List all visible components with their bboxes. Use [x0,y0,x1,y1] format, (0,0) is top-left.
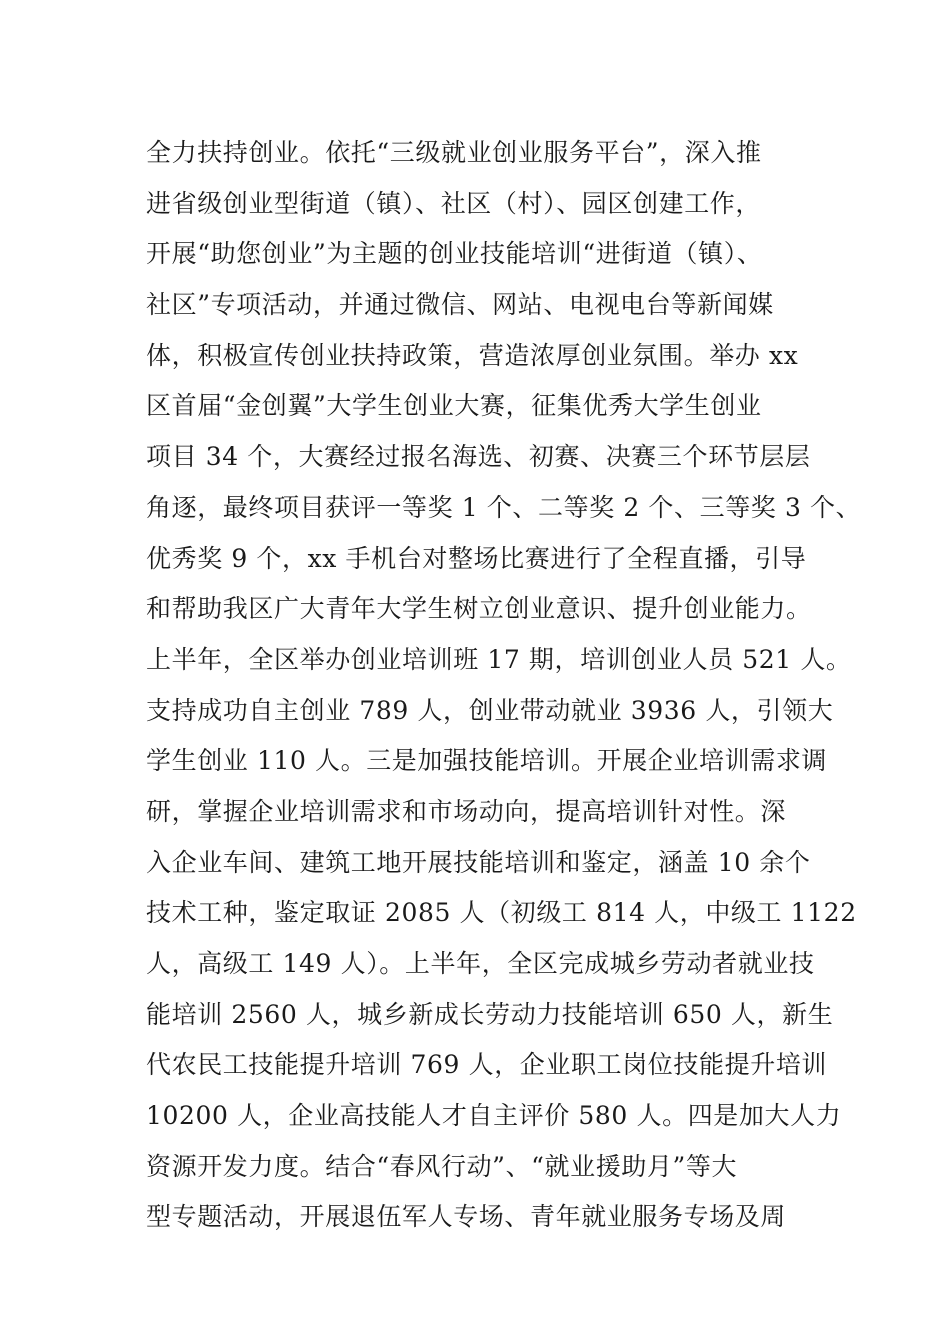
body-text [146,134,862,1249]
text-line: 社区”专项活动，并通过微信、网站、电视电台等新闻媒 [146,290,774,320]
text-line: 区首届“金创翼”大学生创业大赛，征集优秀大学生创业 [146,391,762,421]
text-line: 项目 34 个，大赛经过报名海选、初赛、决赛三个环节层层 [146,442,811,472]
text-line: 学生创业 110 人。三是加强技能培训。开展企业培训需求调 [146,746,828,776]
text-line: 上半年，全区举办创业培训班 17 期，培训创业人员 521 人。 [146,644,852,674]
text-line: 资源开发力度。结合“春风行动”、“就业援助月”等大 [146,1151,738,1181]
text-line: 能培训 2560 人，城乡新成长劳动力技能培训 650 人，新生 [146,999,834,1029]
text-line: 和帮助我区广大青年大学生树立创业意识、提升创业能力。 [146,594,812,624]
text-line: 优秀奖 9 个，xx 手机台对整场比赛进行了全程直播，引导 [146,543,807,573]
text-line: 角逐，最终项目获评一等奖 1 个、二等奖 2 个、三等奖 3 个、 [146,492,862,522]
text-line: 型专题活动，开展退伍军人专场、青年就业服务专场及周 [146,1202,787,1232]
text-line: 体，积极宣传创业扶持政策，营造浓厚创业氛围。举办 xx [146,340,799,370]
text-line: 开展“助您创业”为主题的创业技能培训“进街道（镇）、 [146,239,763,269]
text-line: 人，高级工 149 人）。上半年，全区完成城乡劳动者就业技 [146,949,815,978]
text-line: 全力扶持创业。依托“三级就业创业服务平台”，深入推 [146,138,762,167]
text-line: 10200 人，企业高技能人才自主评价 580 人。四是加大人力 [146,1101,842,1131]
text-line: 代农民工技能提升培训 769 人，企业职工岗位技能提升培训 [146,1050,828,1080]
text-line: 入企业车间、建筑工地开展技能培训和鉴定，涵盖 10 余个 [146,847,811,877]
text-line: 技术工种，鉴定取证 2085 人（初级工 814 人，中级工 1122 [146,898,857,928]
text-line: 支持成功自主创业 789 人，创业带动就业 3936 人，引领大 [146,695,834,725]
text-line: 研，掌握企业培训需求和市场动向，提高培训针对性。深 [146,796,787,826]
text-line: 进省级创业型街道（镇）、社区（村）、园区创建工作， [146,188,762,218]
